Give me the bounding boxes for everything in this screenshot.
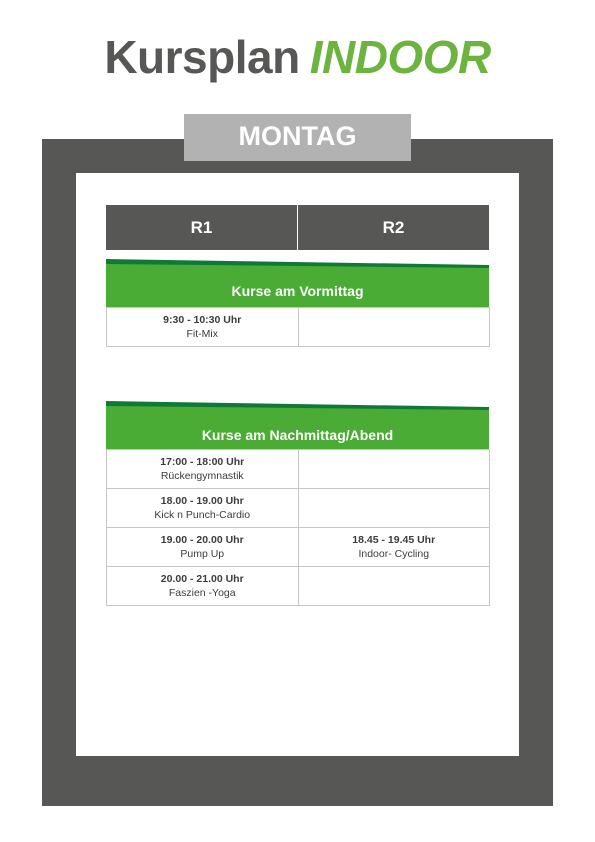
table-row	[107, 450, 490, 489]
slot-cell	[298, 308, 490, 347]
day-tab: MONTAG	[184, 114, 411, 161]
morning-table	[106, 307, 490, 347]
table-row	[107, 567, 490, 606]
slot-course: Kick n Punch-Cardio	[154, 509, 251, 521]
slot-time: 17:00 - 18:00 Uhr	[160, 456, 245, 468]
slot-time: 18.00 - 19.00 Uhr	[160, 495, 244, 507]
afternoon-table	[106, 449, 490, 606]
slot-cell	[298, 450, 490, 489]
slot-time: 19.00 - 20.00 Uhr	[160, 534, 244, 546]
slot-cell	[107, 528, 299, 567]
slot-cell	[107, 308, 299, 347]
section-band-afternoon	[106, 401, 489, 449]
slot-cell	[107, 450, 299, 489]
section-band-morning	[106, 259, 489, 307]
table-row	[107, 308, 490, 347]
slot-course: Indoor- Cycling	[358, 548, 430, 560]
slot-course: Faszien -Yoga	[168, 587, 236, 599]
title-main: Kursplan	[104, 31, 300, 83]
slot-cell	[298, 567, 490, 606]
slot-cell	[107, 567, 299, 606]
slot-time: 9:30 - 10:30 Uhr	[163, 314, 242, 326]
slot-time: 20.00 - 21.00 Uhr	[160, 573, 244, 585]
title-accent: INDOOR	[309, 31, 491, 83]
room-header-row	[106, 205, 489, 250]
slot-cell	[298, 528, 490, 567]
slot-time: 18.45 - 19.45 Uhr	[352, 534, 436, 546]
room-header-r2: R2	[297, 205, 489, 250]
table-row	[107, 528, 490, 567]
slot-cell	[107, 489, 299, 528]
room-header-r1: R1	[106, 205, 297, 250]
section-label-morning: Kurse am Vormittag	[231, 283, 364, 299]
page-title	[0, 30, 595, 84]
slot-course: Pump Up	[180, 548, 225, 560]
slot-cell	[298, 489, 490, 528]
slot-course: Fit-Mix	[186, 328, 218, 340]
table-row	[107, 489, 490, 528]
section-label-afternoon: Kurse am Nachmittag/Abend	[201, 427, 394, 443]
slot-course: Rückengymnastik	[160, 470, 244, 482]
